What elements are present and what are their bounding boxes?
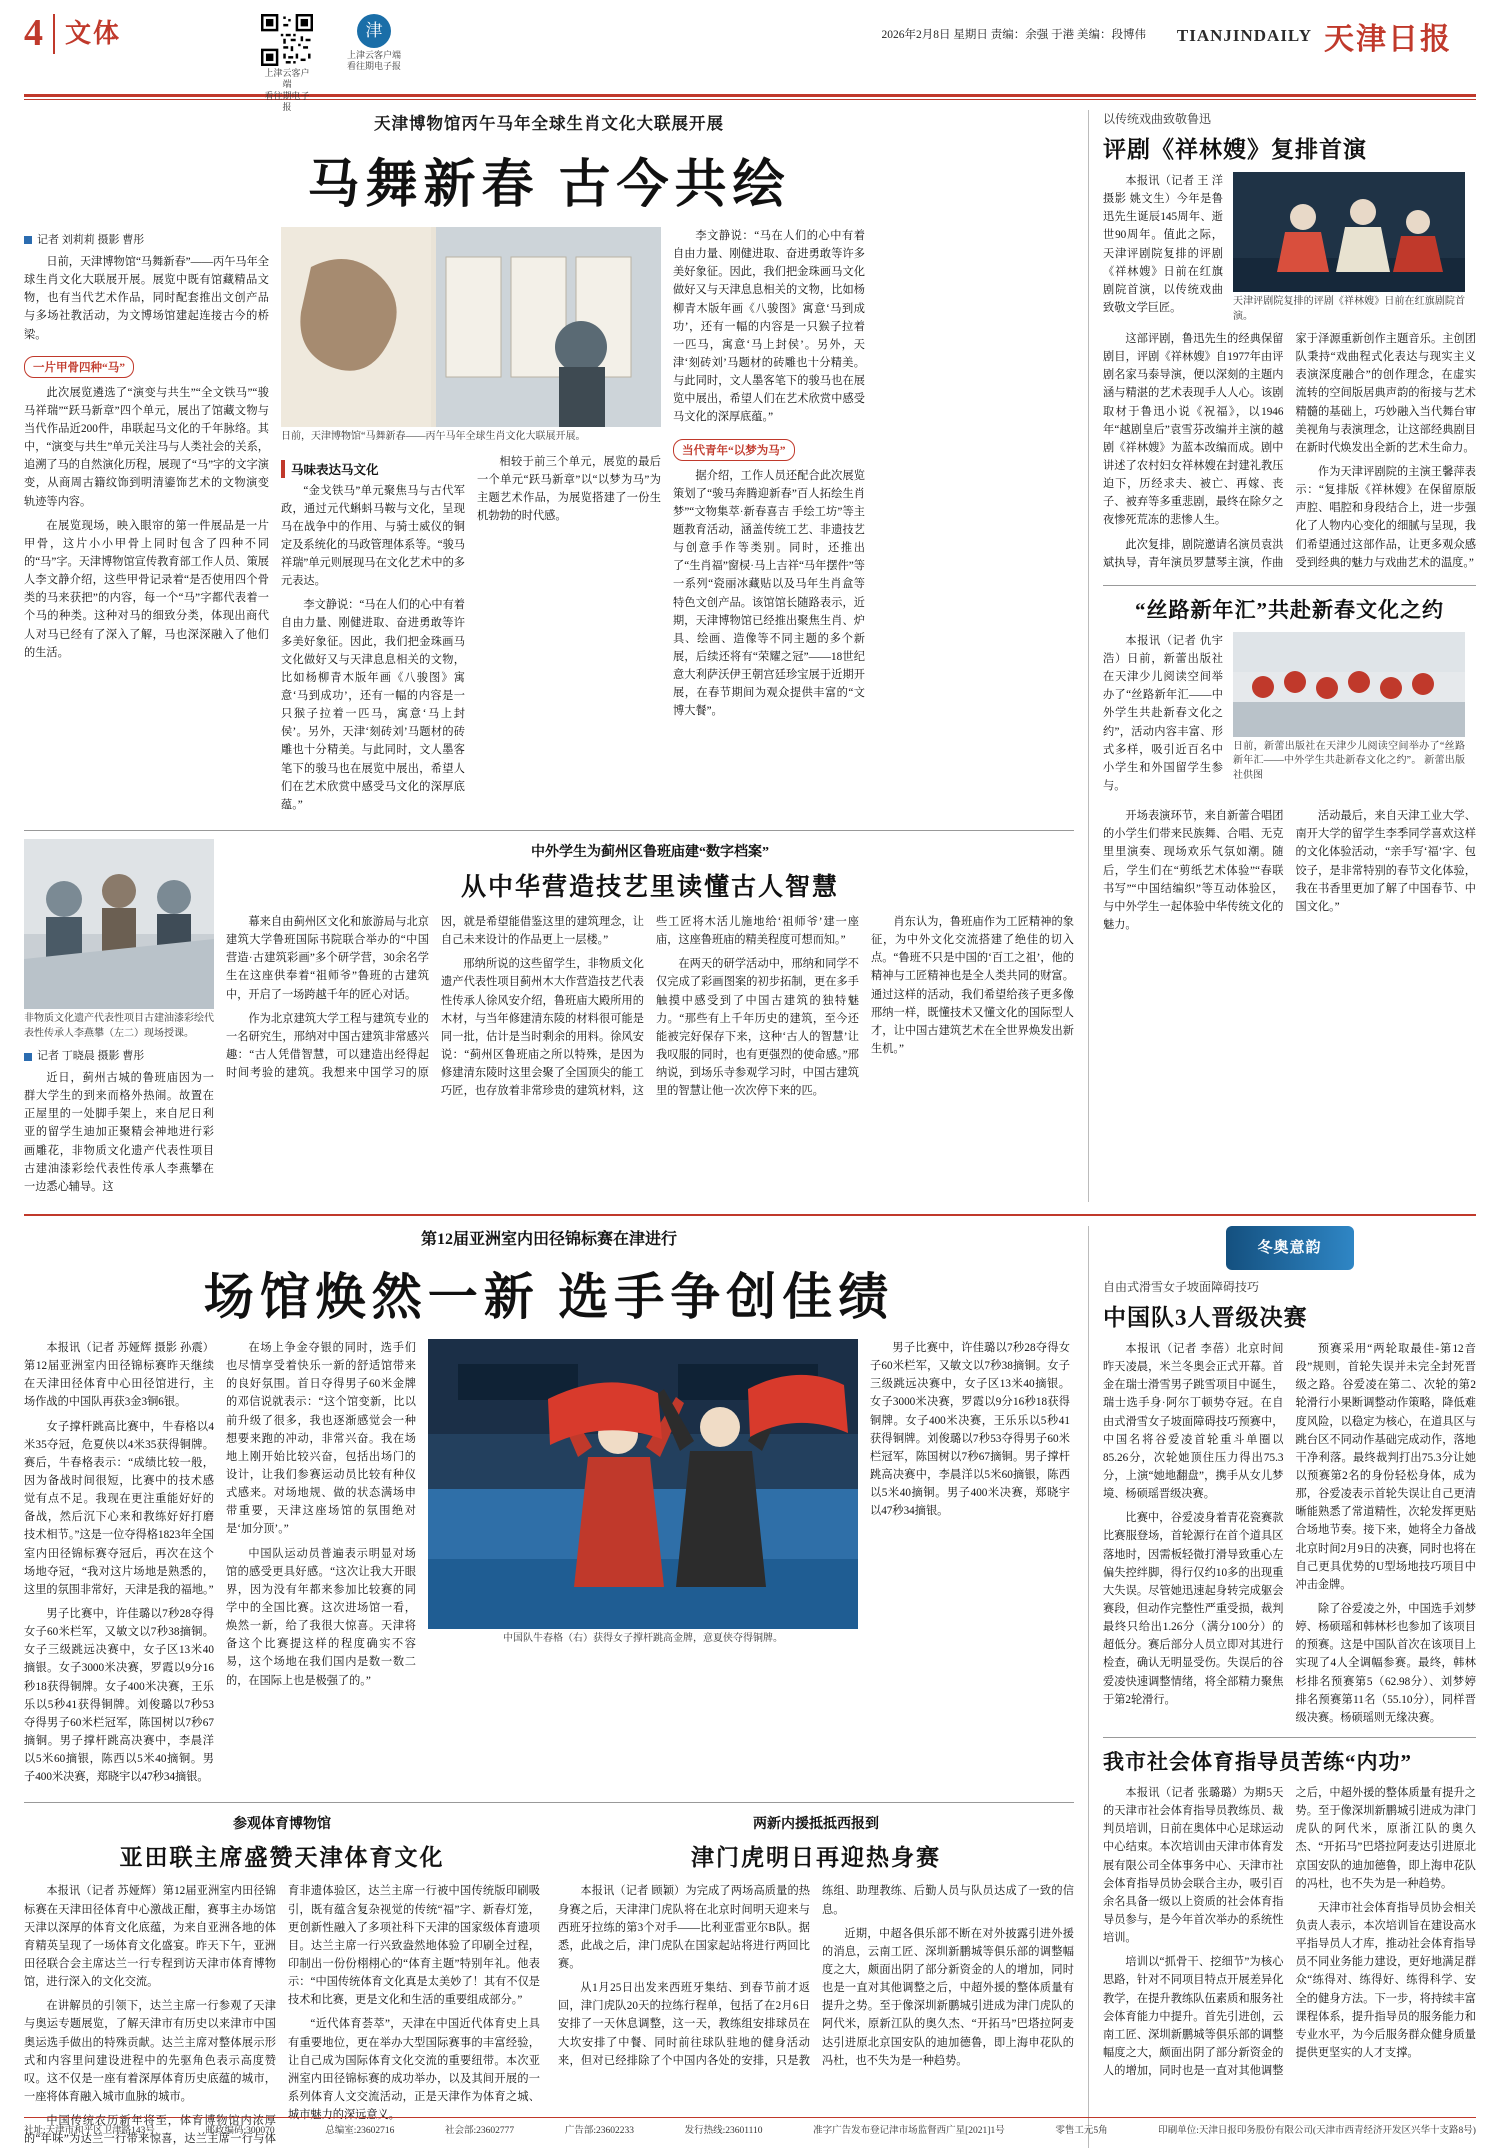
right-top-para-1: 这部评剧，鲁迅先生的经典保留剧目，评剧《祥林嫂》自1977年由评剧名家马泰导演，便以深刻的主题内涵与精湛的艺术表现手人人心。该剧取材于鲁迅小说《祝福》，以1946年“越剧皇后”袁雪芬改编并主演的越剧《祥林嫂》为蓝本改编而成。剧中讲述了农村妇女祥林嫂在封建礼教压迫下，历经求夫、被亡、再嫁、丧子、被弃等多重悲剧，最终在除夕之夜惨死荒冻的悲惨人生。 [1103, 333, 1284, 527]
rbs-para-1: 培训以“抓骨干、挖细节”为核心思路，针对不同项目特点开展差异化教学，在提升教练队伍素质和服务社会体育能力中提升。首先引进创，云南工匠、深圳新鹏城等俱乐部的调整幅度之大，颇面出阴了部分新资金的人的增加，同时也是一直对其他调整之后，中超外援的整体质量有提升之势。至于像深圳新鹏城引进成为津门虎队的阿代米，原浙江队的奥久杰、“开拓马”巴塔拉阿麦达引进原北京国安队的迪加德鲁，即上海申花队的冯杜，也不失为是一种趋势。 [1103, 1786, 1476, 2078]
bsm-para-0: 本报讯（记者 顾颖）为完成了两场高质量的热身赛之后，天津津门虎队将在北京时间明天迎来与西班牙拉练的第3个对手——比利亚雷亚尔B队。据悉，此战之后，津门虎队在国家起站将进行两回比赛。 [558, 1885, 810, 1970]
qr-caption-line1: 上津云客户端 [264, 68, 310, 90]
mid-left-divider [24, 830, 1074, 831]
bottom-col-2 [226, 1339, 416, 1792]
brand-english: TIANJINDAILY [1176, 26, 1312, 45]
right-rail [1088, 110, 1476, 1202]
top-section [24, 110, 1476, 1202]
footer-social-phone: 社会部:23602777 [445, 2126, 515, 2136]
lead-byline [24, 231, 269, 247]
bottom-sub-left-headline: 亚田联主席盛赞天津体育文化 [119, 1845, 445, 1871]
right-bottom-sub-divider [1103, 1737, 1476, 1738]
qr-caption [261, 68, 313, 113]
right-top-para-2: 此次复排，剧院邀请名演员袁洪斌执导，青年演员罗慧琴主演，作曲家于泽源重新创作主题音乐。主创团队秉持“戏曲程式化表达与现实主义表演深度融合”的创作理念，在虚实流转的空间版居典声韵的衔接与艺术精髓的基础上，巧妙融入当代舞台审美视角与表演理念，让这部经典剧目在新时代焕发出全新的艺术生命力。 [1103, 333, 1476, 569]
footer-address: 社址:天津市和平区卫津路143号 [24, 2126, 155, 2136]
app-caption-2: 看往期电子报 [347, 61, 402, 72]
right-mid-photo-art [1233, 632, 1465, 737]
mid-left-kicker: 中外学生为蓟州区鲁班庙建“数字档案” [531, 845, 769, 861]
bottom-section [24, 1226, 1476, 2148]
mid-left-para-4: 在两天的研学活动中，邢纳和同学不仅完成了彩画图案的初步拓制，更在多手触摸中感受到了中国古建筑的独特魅力。“那些有上千年历史的建筑，至今还能被完好保存下来，这种‘古人的智慧’让我叹服的同时，也有更强烈的使命感。”邢纳说，到场乐寺参观学习时，中国古建筑里的智慧让他一次次停下来的匹。 [656, 958, 859, 1098]
bsl-para-3: “近代体育荟萃”，天津在中国近代体育史上具有重要地位，更在举办大型国际赛事的丰富经验，让自己成为国际体育文化交流的重要纽带。本次亚洲室内田径锦标赛的成功举办，以及其间开展的一系列体育人文交流活动，正是天津作为体育之城、城市魅力的深远意义。 [288, 2018, 540, 2122]
mid-left-columns [226, 913, 1074, 1100]
right-mid-divider [1103, 585, 1476, 586]
masthead-rule-thin [24, 99, 1476, 100]
bottom-sub-mid [558, 1811, 1074, 2148]
bottom-para-2: 男子比赛中，许佳璐以7秒28夺得女子60米栏军，又敏文以7秒38摘铜。女子三级跳远决赛中，女子区13米40摘银。女子3000米决赛，罗霞以9分16秒18获得铜牌。女子400米决赛，王乐乐以5秒41获得铜牌。刘俊璐以7秒53夺得男子60米栏冠军，陈国树以7秒67摘铜。男子撑杆跳高决赛中，李晨洋以5米60摘银，陈西以5米40摘铜。男子400米决赛，郑晓宇以47秒34摘银。 [24, 1607, 214, 1784]
lead-subhead-1: 一片甲骨四种“马” [24, 356, 134, 378]
brand-block [1177, 14, 1452, 58]
app-caption-1: 上津云客户端 [347, 50, 402, 60]
masthead-rule [24, 94, 1476, 97]
footer-editor-phone: 总编室:23602716 [325, 2126, 395, 2136]
lead-photo-art [281, 227, 661, 427]
lead-article [24, 110, 1074, 1202]
lead-para-6: 李文静说：“马在人们的心中有着自由力量、刚健进取、奋进勇敢等许多美好象征。因此，我们把金珠画马文化做好又与天津息息相关的文物，比如杨柳青木版年画《八骏图》寓意‘马到成功’，还有一幅的内容是一只猴子拉着一匹马，寓意‘马上封侯’。另外，天津‘刻砖刘’马题材的砖雕也十分精美。与此同时，文人墨客笔下的骏马也在展览中展出，希望人们在艺术欣赏中感受马文化的深厚底蕴。” [673, 230, 865, 424]
bottom-headline: 场馆焕然一新 选手争创佳绩 [203, 1269, 895, 1326]
mid-left-photo-art [24, 839, 214, 1009]
footer-ad-phone: 广告部:23602233 [564, 2126, 634, 2136]
right-bottom-cols [1103, 1340, 1476, 1727]
lead-col-3 [281, 453, 465, 821]
mid-left-byline-text: 记者 丁晓晨 摄影 曹彤 [37, 1050, 145, 1063]
page-number: 4 [24, 12, 43, 54]
qr-code-icon [261, 14, 313, 66]
bottom-sub-left [24, 1811, 540, 2148]
mid-left-para-3: 邢纳所说的这些留学生，非物质文化遗产代表性项目蓟州木大作营造技艺代表性传承人徐风安介绍，鲁班庙大殿所用的木材，与当年修建清东陵的材料很可能是同一批，估计是当时剩余的用料。徐风安说：“蓟州区鲁班庙之所以特殊，是因为修建清东陵时这里会聚了全国顶尖的能工巧匠，也存放着非常珍贵的建筑材料，这些工匠将木活儿施地给‘祖师爷’建一座庙，这座鲁班庙的精美程度可想而知。” [441, 916, 859, 1098]
right-mid-para-1: 开场表演环节，来自新蕾合唱团的小学生们带来民族舞、合唱、无克里里演奏、现场欢乐气氛如潮。随后，学生们在“剪纸艺术体验”“春联书写”“中国结编织”等互动体验区，与中外学生一起体验中华传统文化的魅力。 [1103, 810, 1284, 931]
publication-date: 2026年2月8日 星期日 责编：余强 于港 美编：段博伟 [881, 29, 1146, 41]
bottom-photo-athletes [428, 1339, 858, 1629]
lead-para-3: “金戈铁马”单元聚焦马与古代军政，通过元代蝌蚪马鞍与文化，呈现马在战争中的作用、与骑士威仪的铜定及系统化的马政管理体系等。“骏马祥瑞”单元则展现马在文化艺术中的多元表达。 [281, 484, 465, 588]
lead-subhead-3: 当代青年“以梦为马” [673, 439, 795, 461]
bsl-para-0: 本报讯（记者 苏娅辉）第12届亚洲室内田径锦标赛在天津田径体育中心激战正酣，赛事主办场馆天津以深厚的体育文化底蕴，为来自亚洲各地的体育精英呈现了一场体育文化盛宴。昨天下午，亚洲田径联合会主席达兰一行专程到访天津市体育博物馆，进行深入的文化交流。 [24, 1885, 276, 1989]
bottom-para-0: 本报讯（记者 苏娅辉 摄影 孙震）第12届亚洲室内田径锦标赛昨天继续在天津田径体育中心田径馆进行，主场作战的中国队再获3金3铜6银。 [24, 1342, 214, 1409]
lead-photo-block [281, 227, 661, 820]
mid-left-photo-caption: 非物质文化遗产代表性项目古建油漆彩绘代表性传承人李燕攀（左二）现场授课。 [24, 1013, 214, 1039]
rbs-para-2: 天津市社会体育指导员协会相关负责人表示，本次培训旨在建设高水平指导员人才库，推动社会体育指导员不同业务能力建设，更好地满足群众“练得对、练得好、练得科学、安全的健身方法。下一步，将持续丰富课程体系，提升指导员的服务能力和专业水平，为今后服务群众健身质量提供更坚实的人才支撑。 [1295, 1901, 1476, 2059]
footer-license: 准字广告发布登记津市场监督西广星[2021]1号 [813, 2126, 1005, 2136]
right-mid-text-1 [1103, 632, 1223, 801]
bottom-sub-left-kicker: 参观体育博物馆 [233, 1817, 331, 1833]
qr-code-block[interactable] [261, 14, 313, 112]
bottom-col-3 [870, 1339, 1070, 1792]
lead-para-5: 相较于前三个单元，展览的最后一个单元“跃马新章”以“以梦为马”为主题艺术作品，为展览搭建了一份生机勃勃的时代感。 [477, 455, 661, 522]
section-name: 文体 [65, 19, 122, 48]
right-top-para-3: 作为天津评剧院的主演王馨萍表示：“复排版《祥林嫂》在保留原版声腔、唱腔和身段结合上，进一步强化了人物内心变化的细腻与呈现，我们希望通过这部作品，让更多观众感受到经典的魅力与戏曲艺术的温度。” [1295, 465, 1476, 569]
right-mid-photo-caption: 日前，新蕾出版社在天津少儿阅读空间举办了“丝路新年汇——中外学生共赴新春文化之约”。 新蕾出版社供图 [1233, 740, 1465, 781]
rb-para-0: 本报讯（记者 李蓓）北京时间昨天凌晨，米兰冬奥会正式开幕。首金在瑞士滑雪男子跳雪项目中诞生，瑞士选手身·阿尔丁顿势夺冠。在自由式滑雪女子坡面障碍技巧预赛中，中国名将谷爱凌首轮重斗单圈以85.26分，次轮她顶住压力得出75.3分，上演“她地翻盘”，携手从女儿梦境、杨硕瑶晋级决赛。 [1103, 1343, 1284, 1501]
right-mid-photo-block [1233, 632, 1465, 801]
mid-left-para-5: 肖东认为，鲁班庙作为工匠精神的象征，为中外文化交流搭建了绝佳的切入点。“鲁班不只是中国的‘百工之祖’，他的精神与工匠精神也是全人类共同的财富。通过这样的活动，我们希望给孩子更多像邢纳一样，既懂技术又懂文化的国际型人才，让中国古建筑艺术在全世界焕发出新生机。” [871, 916, 1074, 1056]
lead-col-4 [477, 453, 661, 821]
lead-byline-text: 记者 刘莉莉 摄影 曹彤 [37, 234, 145, 246]
right-top-text-1 [1103, 172, 1223, 324]
right-top-columns [1103, 330, 1476, 575]
bottom-photo-block [428, 1339, 858, 1792]
bottom-para-5: 男子比赛中，许佳璐以7秒28夺得女子60米栏军，又敏文以7秒38摘铜。女子三级跳远决赛中，女子区13米40摘银。女子3000米决赛，罗霞以9分16秒18获得铜牌。女子400米决赛，王乐乐以5秒41获得铜牌。刘俊璐以7秒53夺得男子60米栏冠军，陈国树以7秒67摘铜。男子撑杆跳高决赛中，李晨洋以5米60摘银，陈西以5米40摘铜。男子400米决赛，郑晓宇以47秒34摘银。 [870, 1342, 1070, 1518]
bottom-photo-caption: 中国队牛春格（右）获得女子撑杆跳高金牌，意夏侠夺得铜牌。 [503, 1633, 783, 1645]
mid-left-headline: 从中华营造技艺里读懂古人智慧 [460, 874, 839, 902]
rb-para-1: 比赛中，谷爱凌身着青花瓷赛款比赛服登场，首轮源行在首个道具区落地时，因需板轻微打滑导致重心左偏失控绊脚，得行仅约10多的出现重大失误。尽管她迅速起身转完成躯会赛段，但动作完整性严重受损，裁判最终只给出1.26分（满分100分）的超低分。赛后部分人员立即对其进行检查，确认无明显受伤。失误后的谷爱凌快速调整情绪，将全部精力聚焦于第2轮滑行。 [1103, 1512, 1284, 1706]
bsm-para-1: 从1月25日出发来西班牙集结、到春节前才返回，津门虎队20天的拉练行程单，包括了在2月6日安排了一天休息调整，这一天，教练组安排球员在大坎安排了中餐、同时前往球队驻地的健身活动来，但对已经排除了个中国内各处的安排，只是教练组、助理教练、后勤人员与队员达成了一致的信息。 [558, 1885, 1074, 2067]
bsm-para-2: 近期，中超各俱乐部不断在对外披露引进外援的消息，云南工匠、深圳新鹏城等俱乐部的调整幅度之大，颇面出阴了部分新资金的人的增加，同时也是一直对其他调整之后，中超外援的整体质量有提升之势。至于像深圳新鹏城引进成为津门虎队的阿代米，原新江队的奥久杰、“开拓马”巴塔拉阿麦达引进原北京国安队的迪加德鲁，即上海申花队的冯杜，也不失为是一种趋势。 [822, 1927, 1074, 2067]
mid-left-photo [24, 839, 214, 1009]
rbs-para-0: 本报讯（记者 张璐璐）为期5天的天津市社会体育指导员教练员、裁判员培训，日前在奥体中心足球运动中心结束。本次培训由天津市体育发展有限公司全体事务中心、天津市社会体育指导员协会联合主办，吸引百余名具备一级以上资质的社会体育指导员参与，是今年首次举办的系统性培训。 [1103, 1786, 1284, 1945]
olympic-badge-wrap [1103, 1226, 1476, 1270]
bottom-para-4: 中国队运动员普遍表示明显对场馆的感受更具好感。“这次让我大开眼界，因为没有年都来参加比较赛的同学中的全国比赛。这次进场馆一看，焕然一新，给了我很大惊喜。天津将备这个比赛提这样的程度确实不容易，这个场地在我们国内是数一数二的，在国际上也是极强了的。” [226, 1547, 416, 1687]
right-top-kicker: 以传统戏曲致敬鲁迅 [1103, 112, 1212, 126]
right-bottom-sub-kicker: 我市社会体育指导员苦练“内功” [1103, 1749, 1412, 1774]
lead-para-4: 李文静说：“马在人们的心中有着自由力量、刚健进取、奋进勇敢等许多美好象征。因此，我们把金珠画马文化做好又与天津息息相关的文物，比如杨柳青木版年画《八骏图》寓意‘马到成功’，还有一幅的内容是一只猴子拉着一匹马，寓意‘马上封侯’。另外，天津‘刻砖刘’马题材的砖雕也十分精美。与此同时，文人墨客笔下的骏马也在展览中展出，希望人们在艺术欣赏中感受马文化的深厚底蕴。” [281, 599, 465, 811]
right-top-headline: 评剧《祥林嫂》复排首演 [1103, 137, 1367, 162]
brand-chinese: 天津日报 [1324, 23, 1452, 56]
mid-left-para-0: 近日，蓟州古城的鲁班庙因为一群大学生的到来而格外热闹。故置在正屋里的一处脚手架上，来自尼日利亚的留学生迪加正聚精会神地进行彩画雕花，非物质文化遗产代表性项目古建油漆彩绘代表性传承人李燕攀在一边悉心辅导。这 [24, 1072, 214, 1193]
page-footer [24, 2117, 1476, 2136]
olympic-badge: 冬奥意韵 [1226, 1226, 1354, 1270]
lead-photo-caption: 日前，天津博物馆“马舞新春——丙午马年全球生肖文化大联展开展。 [281, 431, 586, 442]
right-bottom-kicker: 自由式滑雪女子坡面障碍技巧 [1103, 1280, 1260, 1295]
bottom-sub-mid-cols [558, 1882, 1074, 2072]
lead-para-1: 此次展览遴选了“演变与共生”“全文铁马”“骏马祥瑞”“跃马新章”四个单元，展出了馆藏文物与当代作品近200件，串联起马文化的千年脉络。其中，“演变与共生”单元关注马与人类社会的关系，追溯了马的自然演化历程，展现了“马”字的文字演变，从商周古籍纹饰到明清鎏饰艺术的文物演变轨迹等内容。 [24, 386, 269, 508]
lead-col-1 [24, 227, 269, 820]
masthead-left [24, 14, 121, 54]
right-mid-para-0: 本报讯（记者 仇宇浩）日前，新蕾出版社在天津少儿阅读空间举办了“丝路新年汇——中外学生共赴新春文化之约”，活动内容丰富、形式多样，吸引近百名中小学生和外国留学生参与。 [1103, 634, 1223, 792]
lead-para-0: 日前，天津博物馆“马舞新春”——丙午马年全球生肖文化大联展开展。展览中既有馆藏精品文物，也有当代艺术作品，同时配套推出文创产品与多场社教活动，为文博场馆建起连接古今的桥梁。 [24, 256, 269, 341]
bottom-kicker: 第12届亚洲室内田径锦标赛在津进行 [420, 1231, 677, 1249]
right-bottom-sub-cols [1103, 1784, 1476, 2080]
footer-printer: 印刷单位:天津日报印务股份有限公司(天津市西青经济开发区兴华十支路8号) [1158, 2126, 1476, 2136]
lead-col-5 [673, 227, 865, 820]
right-top-para-0: 本报讯（记者 王 洋 摄影 姚文生）今年是鲁迅先生诞辰145周年、逝世90周年。值此之际，天津评剧院复排的评剧《祥林嫂》日前在红旗剧院首演，以传统戏曲致敬文学巨匠。 [1103, 175, 1223, 314]
footer-distribution-phone: 发行热线:23601110 [684, 2126, 763, 2136]
right-mid-para-2: 活动最后，来自天津工业大学、南开大学的留学生李季同学喜欢这样的文化体验活动，“亲手写‘福’字、包饺子，是非常特别的春节文化体验，我在书香里更加了解了中国春节、中国文化。” [1295, 810, 1476, 913]
tianjin-logo-icon: 津 [357, 14, 391, 48]
mid-left-photo-block [24, 839, 214, 1202]
bsl-para-1: 在讲解员的引领下，达兰主席一行参观了天津与奥运专题展览，了解天津市有历史以来津市中国奥运选手做出的特殊贡献。达兰主席对整体展示形式和内容里问建设进程中的先驱角色表示高度赞叹。这不仅是一座有着深厚体育历史底蕴的城市，一座将体育融入城市血脉的城市。 [24, 2000, 276, 2103]
right-top-photo [1233, 172, 1465, 292]
right-mid-photo [1233, 632, 1465, 737]
masthead [24, 0, 1476, 112]
qr-caption-line2: 看往期电子报 [264, 90, 310, 112]
masthead-divider [53, 14, 55, 54]
footer-price: 零售工元5角 [1055, 2126, 1108, 2136]
right-bottom-rail [1088, 1226, 1476, 2148]
lead-subhead-2: 马味表达马文化 [281, 460, 465, 478]
bottom-sub-mid-kicker: 两新内援抵抵西报到 [753, 1817, 879, 1833]
bottom-left [24, 1226, 1074, 2148]
rb-para-3: 除了谷爱凌之外，中国选手刘梦婷、杨硕瑶和韩林杉也参加了该项目的预赛。这是中国队首次在该项目上实现了4人全调幅参赛。最终，韩林杉排名预赛第5（62.98分）、刘梦婷排名预赛第11名（55.10分），同样晋级决赛。杨硕瑶则无缘决赛。 [1295, 1602, 1476, 1724]
rb-para-2: 预赛采用“两轮取最佳-第12音段”规则，首轮失误并未完全封死晋级之路。谷爱凌在第二、次轮的第2轮滑行小果断调整动作策略，降低难度风险，以稳定为核心，在道具区与跳台区不同动作基础完成动作，落地干净利落。最终裁判打出75.3分让她以预赛第2名的身份轻松身体，成为那，谷爱凌表示首轮失误让自己更清晰能熟悉了常道精性，次轮发挥更贴合场地节奏。接下来，她将全力备战北京时间2月9日的决赛，同时也将在自己更具优势的U型场地技巧项目中冲击金牌。 [1295, 1343, 1476, 1591]
right-top-photo-caption: 天津评剧院复排的评剧《祥林嫂》日前在红旗剧院首演。 [1233, 296, 1465, 322]
lead-kicker: 天津博物馆丙午马年全球生肖文化大联展开展 [374, 114, 724, 133]
bottom-photo-art [428, 1339, 858, 1629]
mid-left-text-block [226, 839, 1074, 1202]
bottom-sub-left-cols [24, 1882, 540, 2148]
byline-marker-icon [24, 236, 32, 244]
right-bottom-headline: 中国队3人晋级决赛 [1103, 1305, 1308, 1331]
bottom-col-1 [24, 1339, 214, 1792]
bottom-sub-divider [24, 1802, 1074, 1803]
mid-left-byline [24, 1047, 214, 1063]
footer-postcode: 邮政编码:300070 [205, 2126, 275, 2136]
bottom-section-rule [24, 1214, 1476, 1216]
right-mid-columns [1103, 807, 1476, 934]
bottom-sub-mid-headline: 津门虎明日再迎热身赛 [691, 1845, 941, 1871]
bottom-para-3: 在场上争金夺银的同时，选手们也尽情享受着快乐一新的舒适馆带来的良好氛围。首日夺得男子60米金牌的邓信说就表示：“这个馆变新，比以前升级了很多，我也逐渐感觉会一种想要来跑的冲动，非常兴奋。我在场地上刚开始比较兴奋，包括出场门的设计，让我们参赛运动员比较有种仪式感来。对场地规、做的状态满场申带重要，天津这座场馆的氛围绝对是‘加分顶’。” [226, 1342, 416, 1536]
lead-photo-exhibit [281, 227, 661, 427]
lead-para-2: 在展览现场，映入眼帘的第一件展品是一片甲骨，这片小小甲骨上同时包含了四种不同的“马”字。天津博物馆宣传教育部工作人员、策展人李文静介绍，这些甲骨记录着“是否使用四个骨类的马来获把”的内容，每一个“马”字都代表着一个马的种类。这种对马的细致分类，体现出商代人对马已经有了深入了解，马也深深融入了他们的生活。 [24, 519, 269, 659]
lead-para-7: 据介绍，工作人员还配合此次展览策划了“骏马奔腾迎新春”百人拓绘生肖梦”“文物集萃·新春喜吉 手绘工坊”等主题教育活动，涵盖传统工艺、非遗技艺与创意手作等类别。同时，还推出了“生肖福”窗棂·马上吉祥“马年摆件”等一系列“瓷丽冰藏贴以及马年生肖盒等特色文创产品。该馆馆长随路表示，近期，天津博物馆已经推出聚焦生肖、炉具、绘画、造像等不同主题的多个新展，后续还将有“荣耀之冠”——18世纪意大利萨沃伊王朝宫廷珍宝展于近期开展，在春节期间为观众提供丰富的“文博大餐”。 [673, 469, 865, 718]
bsl-para-2: 中国传统农历新年将至，体育博物馆内浓厚的“年味”为达兰一行带来惊喜，达兰主席一行与体育非遗体验区，达兰主席一行被中国传统版印刷吸引，既有蕴含复杂视觉的传统“福”字、新春灯笼，更创新性融入了多项社科下天津的国家级体育遗项目。达兰主席一行兴致盎然地体验了印刷全过程，印制出一份份栩栩心的“体育主题”特别年礼。他表示：“中国传统体育文化真是太美妙了！其有不仅是技术和比赛，更是文化和生活的重要组成部分。” [24, 1885, 540, 2146]
byline-marker-icon-2 [24, 1053, 32, 1061]
mid-left-para-2: 作为北京建筑大学工程与建筑专业的一名研究生，邢纳对中国古建筑非常感兴趣：“古人凭借智慧，可以建造出经得起时间考验的建筑。我想来中国学习的原因，就是希望能借鉴这里的建筑理念，让自己未来设计的作品更上一层楼。” [226, 916, 644, 1080]
app-logo-caption [347, 50, 401, 73]
bottom-para-1: 女子撑杆跳高比赛中，牛春格以4米35夺冠，危夏侠以4米35获得铜牌。赛后，牛春格表示：“成绩比较一般，因为备战时间很短，比赛中的技术感觉有点不足。我现在更注重能好好的备战，然后沉下心来和教练好好打磨技术相节。”这是一位夺得格1823年全国室内田径锦标赛夺冠后，再次在这个场地夺冠，“我对这片场地是熟悉的，这里的氛围非常好，天津是我的福地。” [24, 1420, 214, 1596]
right-top-photo-block [1233, 172, 1465, 324]
lead-headline: 马舞新春 古今共绘 [307, 157, 791, 214]
right-top-photo-art [1233, 172, 1465, 292]
right-mid-headline: “丝路新年汇”共赴新春文化之约 [1135, 597, 1444, 622]
app-logo-block[interactable] [347, 14, 401, 73]
mid-left-para-1: 幕来自由蓟州区文化和旅游局与北京建筑大学鲁班国际书院联合举办的“中国营造·古建筑彩画”多个研学营，30余名学生在这座供奉着“祖师爷”鲁班的古建筑中，开启了一场跨越千年的匠心对话。 [226, 916, 429, 1001]
